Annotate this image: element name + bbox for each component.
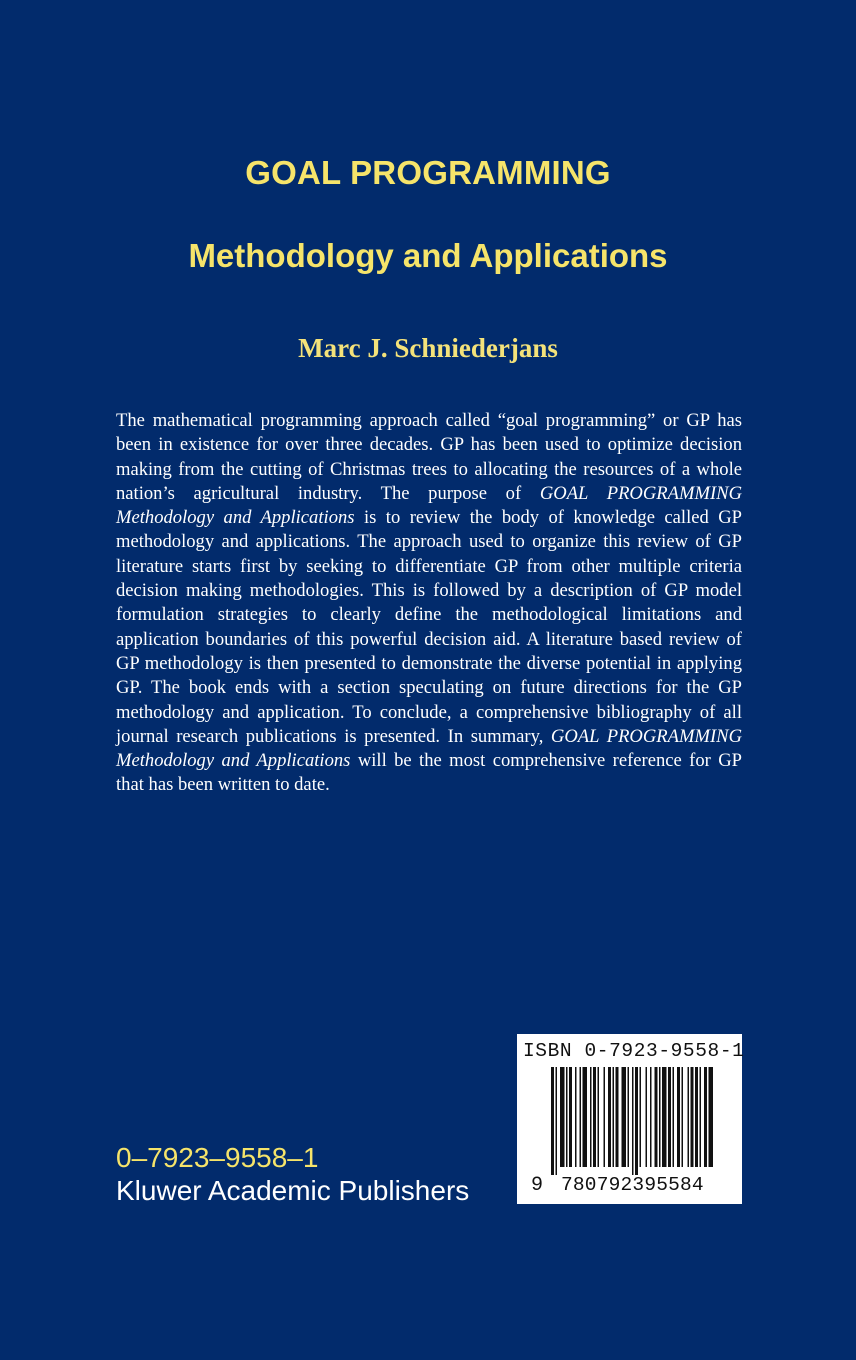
- description-title-ref-2: GOAL PROGRAMMING Methodology and Applications: [116, 725, 742, 772]
- barcode-bar: [575, 1067, 577, 1167]
- barcode-bar: [583, 1067, 588, 1167]
- barcode-bar: [709, 1067, 714, 1167]
- barcode-bar: [569, 1067, 572, 1167]
- barcode-first-digit: 9: [531, 1174, 544, 1197]
- barcode-bar: [646, 1067, 648, 1167]
- barcode-bar: [622, 1067, 627, 1167]
- description-text-2: is to review the body of knowledge called GP methodology and applications. The approach used to organize this review of GP literature starts first by seeking to differentiate GP from other multiple criteria decision making methodologies. This is followed by a description of GP model formulation strategies to clearly define the methodological limitations and application boundaries of this powerful decision aid. A literature based review of GP methodology is then presented to demonstrate the diverse potential in applying GP. The book ends with a section speculating on future directions for the GP methodology and application. To conclude, a comprehensive bibliography of all journal research publications is presented. In summary,: [116, 507, 742, 747]
- barcode-bar: [677, 1067, 680, 1167]
- barcode-bar: [590, 1067, 592, 1167]
- barcode-bar: [551, 1067, 554, 1175]
- barcode-bar: [704, 1067, 707, 1167]
- book-author: Marc J. Schniederjans: [298, 333, 558, 363]
- barcode-bar: [682, 1067, 684, 1167]
- book-subtitle: Methodology and Applications: [188, 237, 668, 274]
- barcode-bar: [673, 1067, 675, 1167]
- barcode-bar: [604, 1067, 606, 1167]
- barcode-bar: [640, 1067, 642, 1167]
- barcode-bar: [655, 1067, 658, 1167]
- book-title: GOAL PROGRAMMING: [245, 154, 611, 191]
- barcode-bar: [635, 1067, 638, 1175]
- barcode-bar: [580, 1067, 582, 1167]
- publisher-name: Kluwer Academic Publishers: [116, 1175, 470, 1206]
- barcode-bar: [691, 1067, 694, 1167]
- barcode-bar: [688, 1067, 690, 1167]
- barcode-bar: [628, 1067, 630, 1167]
- barcode-panel: [517, 1034, 745, 1204]
- barcode-bar: [598, 1067, 600, 1167]
- barcode-bar: [668, 1067, 671, 1167]
- barcode-bar: [659, 1067, 661, 1167]
- description-title-ref-1: GOAL PROGRAMMING Methodology and Applications: [116, 482, 743, 529]
- barcode-bar: [560, 1067, 565, 1167]
- barcode-bar: [632, 1067, 634, 1175]
- description-text-1: The mathematical programming approach called “goal programming” or GP has been in existence for over three decades. GP has been used to optimize decision making from the cutting of Christmas trees to allocating the resources of a whole nation’s agricultural industry. The purpose of: [116, 410, 742, 504]
- barcode-isbn-label: ISBN 0-7923-9558-1: [523, 1040, 745, 1062]
- barcode-digits: 780792395584: [561, 1174, 704, 1196]
- barcode-bar: [613, 1067, 615, 1167]
- barcode-bar: [566, 1067, 568, 1167]
- barcode-bar: [700, 1067, 702, 1167]
- book-description: [116, 409, 742, 798]
- barcode-bar: [662, 1067, 667, 1167]
- barcode-bar: [608, 1067, 611, 1167]
- barcode-bar: [616, 1067, 619, 1167]
- barcode-bar: [593, 1067, 596, 1167]
- barcode-bar: [556, 1067, 558, 1175]
- isbn-number: 0–7923–9558–1: [116, 1142, 319, 1173]
- description-text-3: will be the most comprehensive reference for GP that has been written to date.: [116, 750, 742, 796]
- barcode-bar: [650, 1067, 652, 1167]
- barcode-bar: [695, 1067, 698, 1167]
